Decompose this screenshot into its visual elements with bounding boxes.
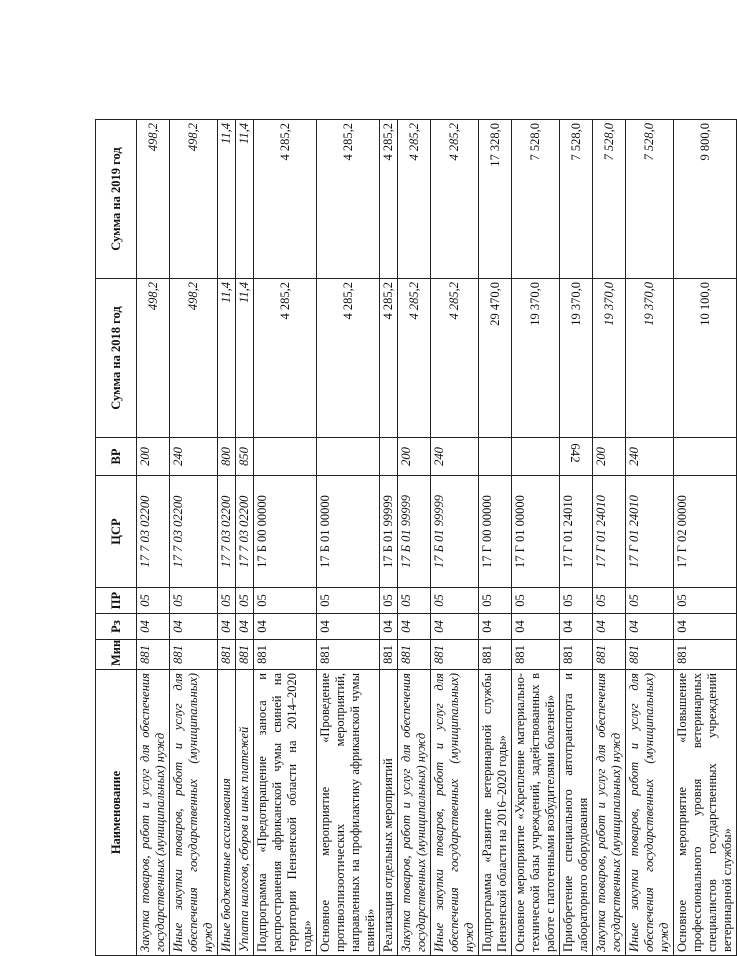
table-cell-vr xyxy=(380,438,398,476)
table-cell-vr xyxy=(674,438,737,476)
table-cell-rz: 04 xyxy=(380,614,398,640)
table-cell-sum-2019: 9 800,0 xyxy=(674,120,737,279)
table-cell-rz: 04 xyxy=(317,614,380,640)
table-cell-rz: 04 xyxy=(218,614,236,640)
table-cell-csr: 17 Б 01 99999 xyxy=(398,476,431,588)
table-cell-pr: 05 xyxy=(380,588,398,614)
table-cell-min: 881 xyxy=(317,640,380,670)
table-cell-csr: 17 Б 01 99999 xyxy=(380,476,398,588)
table-cell-vr: 200 xyxy=(398,438,431,476)
table-row xyxy=(218,120,236,956)
table-cell-min: 881 xyxy=(479,640,512,670)
table-cell-sum-2018: 19 370,0 xyxy=(626,279,674,438)
table-cell-vr: 850 xyxy=(236,438,254,476)
table-cell-vr xyxy=(254,438,317,476)
table-cell-pr: 05 xyxy=(431,588,479,614)
table-cell-name: Подпрограмма «Развитие ветеринарной службы Пензенской области на 2016–2020 годы» xyxy=(479,670,512,956)
table-cell-csr: 17 7 03 02200 xyxy=(236,476,254,588)
table-cell-name: Иные бюджетные ассигнования xyxy=(218,670,236,956)
table-cell-sum-2018: 19 370,0 xyxy=(512,279,560,438)
table-cell-sum-2018: 19 370,0 xyxy=(560,279,593,438)
header-sum-2019: Сумма на 2019 год xyxy=(96,120,137,279)
table-cell-vr: 240 xyxy=(170,438,218,476)
table-cell-pr: 05 xyxy=(593,588,626,614)
header-pr: ПР xyxy=(96,588,137,614)
table-cell-name: Иные закупки товаров, работ и услуг для обеспечения государственных (муниципальных) нужд xyxy=(626,670,674,956)
table-cell-rz: 04 xyxy=(236,614,254,640)
table-cell-csr: 17 Г 01 24010 xyxy=(593,476,626,588)
table-row xyxy=(380,120,398,956)
table-cell-min: 881 xyxy=(674,640,737,670)
table-cell-rz: 04 xyxy=(137,614,170,640)
table-cell-pr: 05 xyxy=(218,588,236,614)
table-cell-csr: 17 7 03 02200 xyxy=(170,476,218,588)
table-cell-pr: 05 xyxy=(626,588,674,614)
table-cell-min: 881 xyxy=(626,640,674,670)
table-cell-min: 881 xyxy=(398,640,431,670)
table-cell-name: Основное мероприятие «Проведение противоэпизоотических мероприятий, направленных на профилактику африканской чумы свиней» xyxy=(317,670,380,956)
table-cell-vr: 800 xyxy=(218,438,236,476)
table-cell-sum-2018: 19 370,0 xyxy=(593,279,626,438)
table-cell-rz: 04 xyxy=(512,614,560,640)
table-cell-min: 881 xyxy=(170,640,218,670)
table-cell-csr: 17 Б 01 99999 xyxy=(431,476,479,588)
table-cell-sum-2019: 7 528,0 xyxy=(626,120,674,279)
table-cell-name: Уплата налогов, сборов и иных платежей xyxy=(236,670,254,956)
table-row xyxy=(254,120,317,956)
table-cell-name: Закупка товаров, работ и услуг для обеспечения государственных (муниципальных) нужд xyxy=(593,670,626,956)
table-cell-pr: 05 xyxy=(170,588,218,614)
table-cell-sum-2019: 11,4 xyxy=(236,120,254,279)
table-body xyxy=(137,120,737,956)
table-cell-sum-2019: 17 328,0 xyxy=(479,120,512,279)
table-cell-csr: 17 Б 01 00000 xyxy=(317,476,380,588)
table-row xyxy=(593,120,626,956)
table-cell-csr: 17 Б 00 00000 xyxy=(254,476,317,588)
table-cell-pr: 05 xyxy=(254,588,317,614)
table-row xyxy=(479,120,512,956)
table-cell-sum-2019: 4 285,2 xyxy=(380,120,398,279)
table-cell-csr: 17 Г 00 00000 xyxy=(479,476,512,588)
table-cell-pr: 05 xyxy=(512,588,560,614)
header-row xyxy=(96,120,137,956)
header-name: Наименование xyxy=(96,670,137,956)
table-cell-sum-2019: 4 285,2 xyxy=(254,120,317,279)
header-sum-2018: Сумма на 2018 год xyxy=(96,279,137,438)
table-row xyxy=(512,120,560,956)
table-row xyxy=(236,120,254,956)
table-row xyxy=(317,120,380,956)
table-cell-csr: 17 7 03 02200 xyxy=(218,476,236,588)
table-cell-sum-2019: 11,4 xyxy=(218,120,236,279)
table-cell-min: 881 xyxy=(512,640,560,670)
table-cell-min: 881 xyxy=(593,640,626,670)
table-cell-min: 881 xyxy=(137,640,170,670)
table-cell-sum-2018: 4 285,2 xyxy=(254,279,317,438)
table-cell-pr: 05 xyxy=(236,588,254,614)
table-cell-name: Основное мероприятие «Укрепление материально-технической базы учреждений, задействованных в работе с патогенными возбудителями болезней» xyxy=(512,670,560,956)
table-cell-sum-2018: 29 470,0 xyxy=(479,279,512,438)
table-cell-sum-2018: 11,4 xyxy=(236,279,254,438)
table-cell-rz: 04 xyxy=(560,614,593,640)
table-row xyxy=(560,120,593,956)
table-cell-rz: 04 xyxy=(479,614,512,640)
table-cell-sum-2019: 4 285,2 xyxy=(317,120,380,279)
table-cell-name: Основное мероприятие «Повышение профессионального уровня ветеринарных специалистов государственных учреждений ветеринарной службы» xyxy=(674,670,737,956)
table-cell-min: 881 xyxy=(380,640,398,670)
table-cell-name: Закупка товаров, работ и услуг для обеспечения государственных (муниципальных) нужд xyxy=(398,670,431,956)
table-cell-pr: 05 xyxy=(317,588,380,614)
table-cell-sum-2018: 498,2 xyxy=(137,279,170,438)
table-cell-vr xyxy=(560,438,593,476)
table-cell-vr xyxy=(512,438,560,476)
table-cell-rz: 04 xyxy=(254,614,317,640)
table-cell-pr: 05 xyxy=(674,588,737,614)
table-cell-vr: 200 xyxy=(593,438,626,476)
table-cell-csr: 17 Г 01 24010 xyxy=(560,476,593,588)
table-cell-sum-2019: 498,2 xyxy=(137,120,170,279)
table-cell-rz: 04 xyxy=(431,614,479,640)
table-row xyxy=(137,120,170,956)
table-row xyxy=(431,120,479,956)
header-rz: Рз xyxy=(96,614,137,640)
table-cell-vr: 240 xyxy=(431,438,479,476)
table-cell-sum-2018: 4 285,2 xyxy=(431,279,479,438)
table-cell-sum-2019: 4 285,2 xyxy=(431,120,479,279)
table-cell-name: Иные закупки товаров, работ и услуг для обеспечения государственных (муниципальных) нужд xyxy=(170,670,218,956)
table-cell-min: 881 xyxy=(254,640,317,670)
table-cell-csr: 17 Г 01 24010 xyxy=(626,476,674,588)
table-cell-pr: 05 xyxy=(560,588,593,614)
table-cell-vr xyxy=(479,438,512,476)
table-cell-rz: 04 xyxy=(674,614,737,640)
page-number: 642 xyxy=(568,443,583,463)
table-cell-sum-2019: 7 528,0 xyxy=(560,120,593,279)
table-cell-min: 881 xyxy=(431,640,479,670)
table-cell-csr: 17 7 03 02200 xyxy=(137,476,170,588)
table-cell-sum-2019: 7 528,0 xyxy=(593,120,626,279)
table-cell-sum-2018: 4 285,2 xyxy=(380,279,398,438)
table-cell-min: 881 xyxy=(218,640,236,670)
header-csr: ЦСР xyxy=(96,476,137,588)
table-row xyxy=(398,120,431,956)
header-min: Мин xyxy=(96,640,137,670)
table-cell-vr: 240 xyxy=(626,438,674,476)
table-cell-sum-2019: 4 285,2 xyxy=(398,120,431,279)
table-cell-sum-2018: 10 100,0 xyxy=(674,279,737,438)
table-cell-name: Подпрограмма «Предотвращение заноса и распространения африканской чумы свиней на территории Пензенской области на 2014–2020 годы» xyxy=(254,670,317,956)
table-cell-sum-2018: 498,2 xyxy=(170,279,218,438)
table-cell-name: Реализация отдельных мероприятий xyxy=(380,670,398,956)
table-cell-name: Закупка товаров, работ и услуг для обеспечения государственных (муниципальных) нужд xyxy=(137,670,170,956)
table-row xyxy=(626,120,674,956)
table-cell-sum-2018: 4 285,2 xyxy=(398,279,431,438)
table-cell-vr xyxy=(317,438,380,476)
budget-table xyxy=(95,119,737,956)
table-cell-rz: 04 xyxy=(170,614,218,640)
table-row xyxy=(674,120,737,956)
table-cell-name: Иные закупки товаров, работ и услуг для обеспечения государственных (муниципальных) нужд xyxy=(431,670,479,956)
header-vr: ВР xyxy=(96,438,137,476)
table-row xyxy=(170,120,218,956)
table-cell-rz: 04 xyxy=(593,614,626,640)
table-cell-sum-2018: 4 285,2 xyxy=(317,279,380,438)
table-cell-csr: 17 Г 01 00000 xyxy=(512,476,560,588)
table-cell-csr: 17 Г 02 00000 xyxy=(674,476,737,588)
table-cell-min: 881 xyxy=(560,640,593,670)
table-cell-pr: 05 xyxy=(398,588,431,614)
table-cell-pr: 05 xyxy=(137,588,170,614)
table-cell-pr: 05 xyxy=(479,588,512,614)
table-cell-min: 881 xyxy=(236,640,254,670)
table-cell-sum-2019: 498,2 xyxy=(170,120,218,279)
table-cell-rz: 04 xyxy=(626,614,674,640)
table-cell-name: Приобретение специального автотранспорта и лабораторного оборудования xyxy=(560,670,593,956)
table-cell-vr: 200 xyxy=(137,438,170,476)
table-cell-rz: 04 xyxy=(398,614,431,640)
table-cell-sum-2019: 7 528,0 xyxy=(512,120,560,279)
table-cell-sum-2018: 11,4 xyxy=(218,279,236,438)
